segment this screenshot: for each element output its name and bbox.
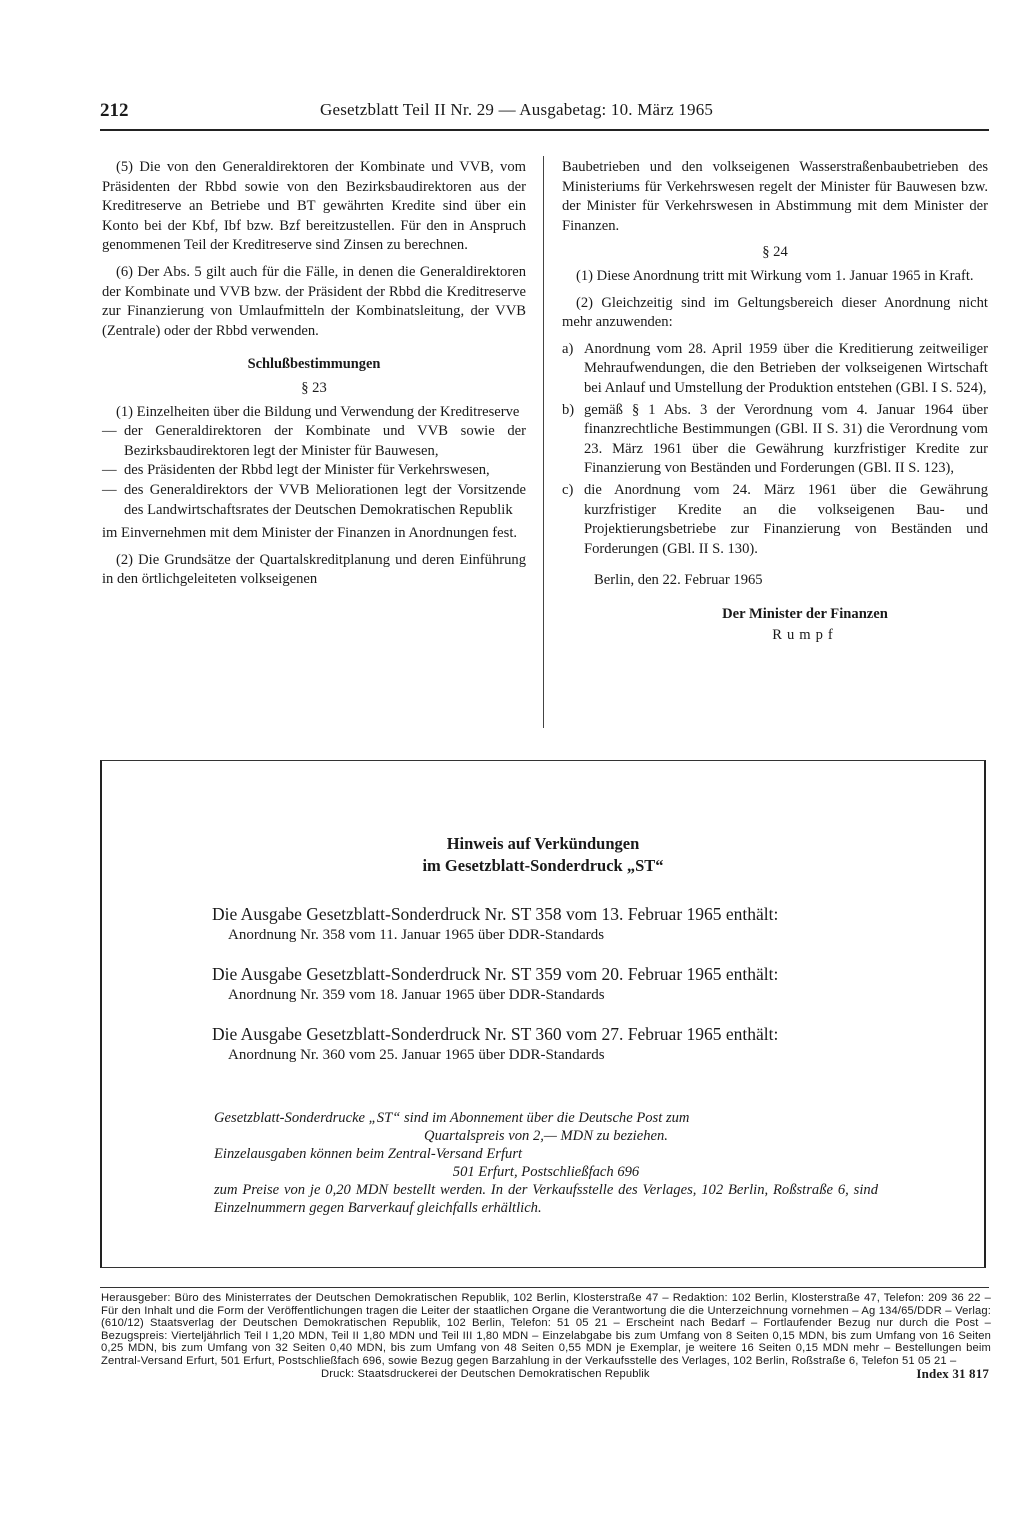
- edition-entry: [212, 963, 892, 1005]
- index-number: Index 31 817: [916, 1365, 989, 1381]
- paragraph-continuation: Baubetrieben und den volkseigenen Wasserstraßenbaubetrieben des Ministeriums für Verkehrswesen regelt der Minister für Bauwesen bzw. der Minister für Verkehrswesen in Abstimmung mit dem Minister der Finanzen.: [562, 159, 988, 234]
- imprint: [101, 1292, 991, 1380]
- list-mark: c): [562, 481, 574, 498]
- edition-content: Anordnung Nr. 359 vom 18. Januar 1965 über DDR-Standards: [228, 987, 605, 1003]
- column-rule: [543, 156, 544, 728]
- edition-entry: [212, 1023, 892, 1065]
- dash-mark: —: [102, 481, 117, 498]
- list-item-text: gemäß § 1 Abs. 3 der Verordnung vom 4. Januar 1964 über finanzrechtliche Bestimmungen (GBl. II S. 31) die Verordnung vom 23. März 1961 über die Gewährung kurzfristiger Kredite zur Finanzierung von Beständen und Forderungen (GBl. II S. 123),: [584, 401, 988, 477]
- list-item: [102, 481, 526, 520]
- paragraph-5: (5) Die von den Generaldirektoren der Kombinate und VVB, vom Präsidenten der Rbbd sowie von den Bezirksbaudirektoren aus der Kreditreserve an Betriebe und BT gewährten Kredite sind über ein Konto bei der Kbf, Ibf bzw. Bzf bereitzustellen. Für den in Anspruch genommenen Teil der Kreditreserve sind Zinsen zu berechnen.: [102, 159, 526, 254]
- place-date: Berlin, den 22. Februar 1965: [594, 572, 763, 589]
- paragraph-24-2: (2) Gleichzeitig sind im Geltungsbereich dieser Anordnung nicht mehr anzuwenden:: [562, 294, 988, 331]
- edition-entry: [212, 903, 892, 945]
- signatory-name: Rumpf: [772, 627, 838, 644]
- page-number: 212: [100, 100, 129, 121]
- list-item-text: des Generaldirektors der VVB Meliorationen legt der Vorsitzende des Landwirtschaftsrates der Deutschen Demokratischen Republik: [124, 481, 526, 518]
- dash-mark: —: [102, 423, 117, 440]
- subscription-line: Quartalspreis von 2,— MDN zu beziehen.: [424, 1128, 668, 1144]
- edition-content: Anordnung Nr. 358 vom 11. Januar 1965 über DDR-Standards: [228, 927, 605, 943]
- list-item-text: des Präsidenten der Rbbd legt der Minister für Verkehrswesen,: [124, 462, 490, 479]
- signatory-title: Der Minister der Finanzen: [722, 605, 888, 622]
- right-column: [562, 158, 988, 646]
- subscription-line: Gesetzblatt-Sonderdrucke „ST“ sind im Abonnement über die Deutsche Post zum: [214, 1110, 690, 1126]
- section-24-title: § 24: [762, 244, 788, 261]
- paragraph-24-1: (1) Diese Anordnung tritt mit Wirkung vom 1. Januar 1965 in Kraft.: [576, 267, 974, 284]
- notice-box: [100, 760, 986, 1268]
- paragraph-23-1: (1) Einzelheiten über die Bildung und Verwendung der Kreditreserve: [116, 403, 520, 420]
- edition-line: Die Ausgabe Gesetzblatt-Sonderdruck Nr. ST 359 vom 20. Februar 1965 enthält:: [212, 964, 779, 984]
- page-header: [100, 98, 990, 128]
- section-23-title: § 23: [301, 379, 327, 396]
- subscription-line: zum Preise von je 0,20 MDN bestellt werden. In der Verkaufsstelle des Verlages, 102 Berlin, Roßstraße 6, sind Einzelnummern gegen Barverkauf gleichfalls erhältlich.: [214, 1182, 878, 1216]
- list-item: [562, 481, 988, 559]
- dash-mark: —: [102, 462, 117, 479]
- edition-content: Anordnung Nr. 360 vom 25. Januar 1965 über DDR-Standards: [228, 1047, 605, 1063]
- header-rule: [100, 129, 989, 131]
- paragraph-6: (6) Der Abs. 5 gilt auch für die Fälle, in denen die Generaldirektoren der Kombinate und VVB bzw. der Präsident der Rbbd die Kreditreserve zur Finanzierung von Umlaufmitteln der Kombinatsleitung, der VVB (Zentrale) oder der Rbbd verwenden.: [102, 263, 526, 339]
- paragraph-23-1-end: im Einvernehmen mit dem Minister der Finanzen in Anordnungen fest.: [102, 525, 518, 542]
- edition-line: Die Ausgabe Gesetzblatt-Sonderdruck Nr. ST 358 vom 13. Februar 1965 enthält:: [212, 904, 779, 924]
- imprint-text: Herausgeber: Büro des Ministerrates der Deutschen Demokratischen Republik, 102 Berlin, Klosterstraße 47 – Redaktion: 102 Berlin, Klosterstraße 47, Telefon: 209 36 22 – Für den Inhalt und die Form der Veröffentlichungen tragen die Leiter der staatlichen Organe die Verantwortung die die Unterzeichnung vornehmen – Ag 134/65/DDR – Verlag: (610/12) Staatsverlag der Deutschen Demokratischen Republik, 102 Berlin, Telefon: 51 05 21 – Erscheint nach Bedarf – Fortlaufender Bezug nur durch die Post – Bezugspreis: Vierteljährlich Teil I 1,20 MDN, Teil II 1,80 MDN und Teil III 1,80 MDN – Einzelabgabe bis zum Umfang von 8 Seiten 0,15 MDN, bis zum Umfang von 16 Seiten 0,25 MDN, bis zum Umfang von 32 Seiten 0,40 MDN, bis zum Umfang von 48 Seiten 0,55 MDN je Exemplar, je weitere 16 Seiten 0,15 MDN mehr – Bestellungen beim Zentral-Versand Erfurt, 501 Erfurt, Postschließfach 696, sowie Bezug gegen Barzahlung in der Verkaufsstelle des Verlages, 102 Berlin, Roßstraße 6, Telefon 51 05 21 –: [101, 1292, 991, 1367]
- subscription-line: 501 Erfurt, Postschließfach 696: [452, 1164, 640, 1180]
- list-item-text: die Anordnung vom 24. März 1961 über die Gewährung kurzfristiger Kredite an die volkseigenen Bau- und Projektierungsbetriebe zur Finanzierung von Beständen und Forderungen (GBl. II S. 130).: [584, 481, 988, 557]
- section-heading: Schlußbestimmungen: [247, 356, 381, 373]
- notice-title-line-1: Hinweis auf Verkündungen: [446, 834, 640, 853]
- list-item: [102, 461, 526, 481]
- list-item-text: Anordnung vom 28. April 1959 über die Kreditierung zeitweiliger Mehraufwendungen, die den Betrieben der volkseigenen Wirtschaft bei Anlauf und Umstellung der Produktion entstehen (GBl. I S. 524),: [584, 340, 988, 396]
- list-item: [102, 422, 526, 461]
- notice-title-line-2: im Gesetzblatt-Sonderdruck „ST“: [422, 856, 664, 875]
- edition-line: Die Ausgabe Gesetzblatt-Sonderdruck Nr. ST 360 vom 27. Februar 1965 enthält:: [212, 1024, 779, 1044]
- subscription-line: Einzelausgaben können beim Zentral-Versand Erfurt: [214, 1146, 523, 1162]
- list-item: [562, 340, 988, 399]
- printer-line: Druck: Staatsdruckerei der Deutschen Demokratischen Republik: [321, 1367, 650, 1380]
- subscription-info: [214, 1109, 878, 1217]
- left-column: [102, 158, 526, 597]
- running-head: Gesetzblatt Teil II Nr. 29 — Ausgabetag: 10. März 1965: [320, 100, 714, 119]
- paragraph-23-2: (2) Die Grundsätze der Quartalskreditplanung und deren Einführung in den örtlichgeleiteten volkseigenen: [102, 551, 526, 588]
- list-mark: b): [562, 401, 575, 418]
- list-mark: a): [562, 340, 574, 357]
- notice-title: [102, 833, 984, 877]
- footer-rule: [100, 1287, 989, 1288]
- list-item-text: der Generaldirektoren der Kombinate und VVB sowie der Bezirksbaudirektoren legt der Minister für Bauwesen,: [124, 423, 526, 459]
- list-item: [562, 401, 988, 479]
